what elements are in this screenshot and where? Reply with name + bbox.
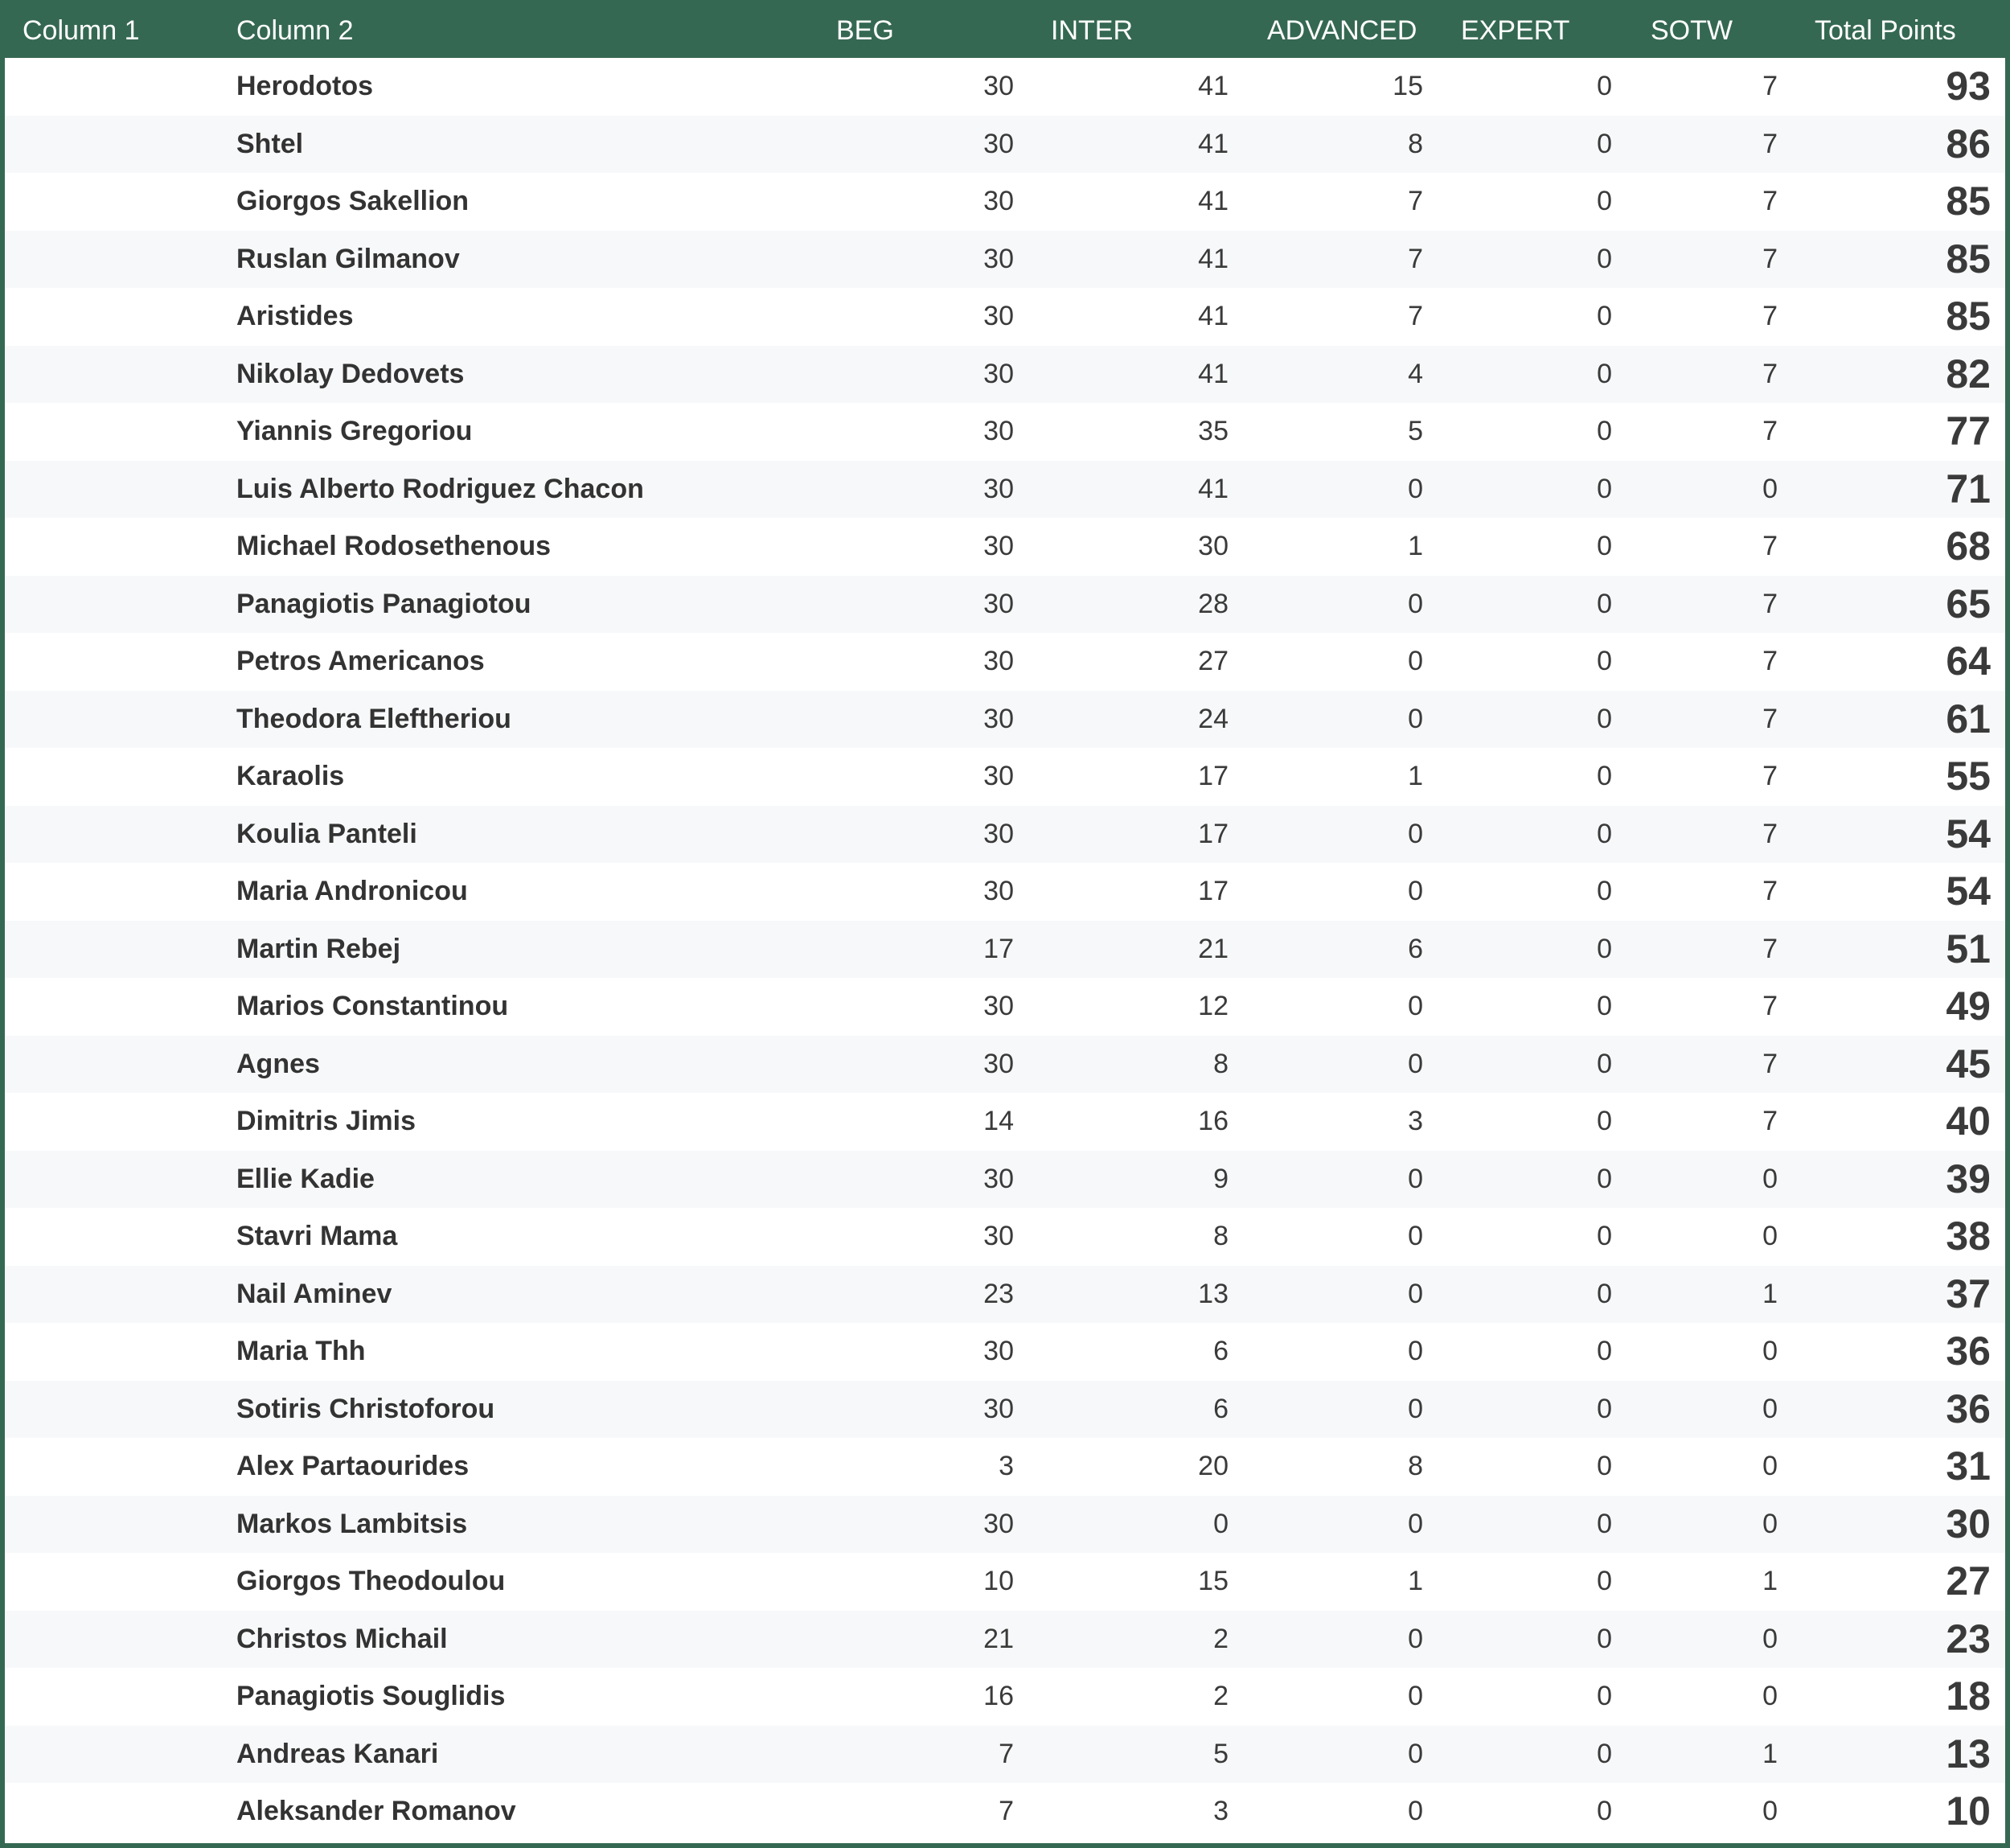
player-name[interactable]: Yiannis Gregoriou: [236, 416, 473, 446]
inter-value[interactable]: 9: [1213, 1163, 1229, 1194]
inter-value[interactable]: 5: [1213, 1738, 1229, 1769]
header-total-points[interactable]: Total Points: [1815, 15, 1956, 46]
advanced-value[interactable]: 3: [1408, 1106, 1423, 1136]
inter-value[interactable]: 8: [1213, 1048, 1229, 1079]
total-points-value[interactable]: 36: [1946, 1386, 1991, 1431]
sotw-value[interactable]: 1: [1762, 1278, 1778, 1309]
player-name[interactable]: Karaolis: [236, 761, 345, 791]
sotw-value[interactable]: 0: [1762, 1796, 1778, 1826]
advanced-value[interactable]: 8: [1408, 1451, 1423, 1481]
header-column-1[interactable]: Column 1: [23, 15, 140, 46]
inter-value[interactable]: 17: [1198, 818, 1229, 849]
sotw-value[interactable]: 7: [1762, 416, 1778, 446]
sotw-value[interactable]: 7: [1762, 1048, 1778, 1079]
inter-value[interactable]: 15: [1198, 1566, 1229, 1596]
total-points-value[interactable]: 10: [1946, 1788, 1991, 1834]
inter-value[interactable]: 20: [1198, 1451, 1229, 1481]
inter-value[interactable]: 27: [1198, 646, 1229, 676]
player-name[interactable]: Koulia Panteli: [236, 818, 417, 849]
inter-value[interactable]: 28: [1198, 588, 1229, 619]
total-points-value[interactable]: 61: [1946, 696, 1991, 741]
table-row[interactable]: [5, 1611, 2005, 1669]
beg-value[interactable]: 10: [983, 1566, 1014, 1596]
table-row[interactable]: [5, 806, 2005, 864]
table-row[interactable]: [5, 921, 2005, 979]
total-points-value[interactable]: 45: [1946, 1041, 1991, 1086]
beg-value[interactable]: 30: [983, 416, 1014, 446]
expert-value[interactable]: 0: [1597, 358, 1612, 389]
sotw-value[interactable]: 7: [1762, 703, 1778, 734]
player-name[interactable]: Markos Lambitsis: [236, 1508, 468, 1539]
player-name[interactable]: Aristides: [236, 301, 354, 331]
inter-value[interactable]: 41: [1198, 301, 1229, 331]
advanced-value[interactable]: 5: [1408, 416, 1423, 446]
table-row[interactable]: [5, 288, 2005, 346]
expert-value[interactable]: 0: [1597, 646, 1612, 676]
total-points-value[interactable]: 86: [1946, 121, 1991, 166]
table-row[interactable]: [5, 1036, 2005, 1094]
inter-value[interactable]: 41: [1198, 71, 1229, 101]
sotw-value[interactable]: 7: [1762, 646, 1778, 676]
advanced-value[interactable]: 0: [1408, 703, 1423, 734]
advanced-value[interactable]: 1: [1408, 1566, 1423, 1596]
inter-value[interactable]: 17: [1198, 876, 1229, 906]
beg-value[interactable]: 17: [983, 933, 1014, 964]
player-name[interactable]: Michael Rodosethenous: [236, 531, 552, 561]
header-column-2[interactable]: Column 2: [236, 15, 354, 46]
beg-value[interactable]: 3: [999, 1451, 1014, 1481]
table-row[interactable]: [5, 978, 2005, 1036]
advanced-value[interactable]: 7: [1408, 186, 1423, 216]
inter-value[interactable]: 8: [1213, 1221, 1229, 1251]
total-points-value[interactable]: 85: [1946, 179, 1991, 224]
expert-value[interactable]: 0: [1597, 301, 1612, 331]
table-row[interactable]: [5, 173, 2005, 231]
expert-value[interactable]: 0: [1597, 71, 1612, 101]
player-name[interactable]: Alex Partaourides: [236, 1451, 470, 1481]
table-row[interactable]: [5, 1093, 2005, 1151]
advanced-value[interactable]: 0: [1408, 473, 1423, 504]
total-points-value[interactable]: 85: [1946, 294, 1991, 339]
expert-value[interactable]: 0: [1597, 1508, 1612, 1539]
total-points-value[interactable]: 31: [1946, 1443, 1991, 1489]
beg-value[interactable]: 30: [983, 358, 1014, 389]
table-row[interactable]: [5, 231, 2005, 289]
player-name[interactable]: Giorgos Sakellion: [236, 186, 470, 216]
player-name[interactable]: Ellie Kadie: [236, 1163, 375, 1194]
total-points-value[interactable]: 54: [1946, 811, 1991, 856]
expert-value[interactable]: 0: [1597, 1623, 1612, 1654]
header-advanced[interactable]: ADVANCED: [1267, 15, 1417, 46]
expert-value[interactable]: 0: [1597, 933, 1612, 964]
player-name[interactable]: Aleksander Romanov: [236, 1796, 516, 1826]
advanced-value[interactable]: 0: [1408, 991, 1423, 1021]
total-points-value[interactable]: 23: [1946, 1616, 1991, 1661]
expert-value[interactable]: 0: [1597, 588, 1612, 619]
expert-value[interactable]: 0: [1597, 1796, 1612, 1826]
total-points-value[interactable]: 65: [1946, 581, 1991, 626]
advanced-value[interactable]: 0: [1408, 1163, 1423, 1194]
sotw-value[interactable]: 7: [1762, 358, 1778, 389]
sotw-value[interactable]: 0: [1762, 1163, 1778, 1194]
advanced-value[interactable]: 15: [1393, 71, 1423, 101]
advanced-value[interactable]: 0: [1408, 1221, 1423, 1251]
advanced-value[interactable]: 0: [1408, 818, 1423, 849]
inter-value[interactable]: 17: [1198, 761, 1229, 791]
total-points-value[interactable]: 85: [1946, 236, 1991, 281]
expert-value[interactable]: 0: [1597, 243, 1612, 274]
advanced-value[interactable]: 0: [1408, 876, 1423, 906]
beg-value[interactable]: 23: [983, 1278, 1014, 1309]
table-row[interactable]: [5, 1783, 2005, 1841]
inter-value[interactable]: 16: [1198, 1106, 1229, 1136]
inter-value[interactable]: 0: [1213, 1508, 1229, 1539]
beg-value[interactable]: 30: [983, 1508, 1014, 1539]
expert-value[interactable]: 0: [1597, 1681, 1612, 1711]
sotw-value[interactable]: 0: [1762, 473, 1778, 504]
player-name[interactable]: Maria Thh: [236, 1336, 366, 1366]
player-name[interactable]: Andreas Kanari: [236, 1738, 439, 1769]
expert-value[interactable]: 0: [1597, 1393, 1612, 1424]
sotw-value[interactable]: 7: [1762, 588, 1778, 619]
expert-value[interactable]: 0: [1597, 1048, 1612, 1079]
beg-value[interactable]: 30: [983, 646, 1014, 676]
beg-value[interactable]: 16: [983, 1681, 1014, 1711]
expert-value[interactable]: 0: [1597, 761, 1612, 791]
sotw-value[interactable]: 0: [1762, 1508, 1778, 1539]
total-points-value[interactable]: 51: [1946, 926, 1991, 971]
player-name[interactable]: Nail Aminev: [236, 1278, 392, 1309]
total-points-value[interactable]: 13: [1946, 1731, 1991, 1776]
sotw-value[interactable]: 7: [1762, 301, 1778, 331]
player-name[interactable]: Dimitris Jimis: [236, 1106, 416, 1136]
player-name[interactable]: Giorgos Theodoulou: [236, 1566, 506, 1596]
player-name[interactable]: Herodotos: [236, 71, 373, 101]
advanced-value[interactable]: 7: [1408, 301, 1423, 331]
inter-value[interactable]: 30: [1198, 531, 1229, 561]
table-row[interactable]: [5, 403, 2005, 461]
total-points-value[interactable]: 77: [1946, 409, 1991, 454]
advanced-value[interactable]: 0: [1408, 1738, 1423, 1769]
inter-value[interactable]: 6: [1213, 1336, 1229, 1366]
sotw-value[interactable]: 7: [1762, 243, 1778, 274]
expert-value[interactable]: 0: [1597, 128, 1612, 159]
expert-value[interactable]: 0: [1597, 1278, 1612, 1309]
expert-value[interactable]: 0: [1597, 991, 1612, 1021]
expert-value[interactable]: 0: [1597, 1163, 1612, 1194]
beg-value[interactable]: 30: [983, 243, 1014, 274]
inter-value[interactable]: 41: [1198, 358, 1229, 389]
total-points-value[interactable]: 27: [1946, 1558, 1991, 1604]
expert-value[interactable]: 0: [1597, 703, 1612, 734]
total-points-value[interactable]: 93: [1946, 64, 1991, 109]
table-row[interactable]: [5, 691, 2005, 749]
player-name[interactable]: Ruslan Gilmanov: [236, 243, 460, 274]
beg-value[interactable]: 7: [999, 1738, 1014, 1769]
player-name[interactable]: Panagiotis Panagiotou: [236, 588, 531, 619]
expert-value[interactable]: 0: [1597, 876, 1612, 906]
total-points-value[interactable]: 68: [1946, 524, 1991, 569]
beg-value[interactable]: 30: [983, 818, 1014, 849]
expert-value[interactable]: 0: [1597, 416, 1612, 446]
player-name[interactable]: Christos Michail: [236, 1623, 448, 1654]
header-sotw[interactable]: SOTW: [1651, 15, 1733, 46]
expert-value[interactable]: 0: [1597, 1738, 1612, 1769]
player-name[interactable]: Sotiris Christoforou: [236, 1393, 495, 1424]
advanced-value[interactable]: 0: [1408, 1278, 1423, 1309]
beg-value[interactable]: 7: [999, 1796, 1014, 1826]
sotw-value[interactable]: 7: [1762, 876, 1778, 906]
total-points-value[interactable]: 40: [1946, 1099, 1991, 1144]
sotw-value[interactable]: 7: [1762, 818, 1778, 849]
table-row[interactable]: [5, 518, 2005, 576]
table-row[interactable]: [5, 576, 2005, 634]
beg-value[interactable]: 30: [983, 1336, 1014, 1366]
beg-value[interactable]: 14: [983, 1106, 1014, 1136]
player-name[interactable]: Stavri Mama: [236, 1221, 398, 1251]
total-points-value[interactable]: 18: [1946, 1673, 1991, 1719]
beg-value[interactable]: 30: [983, 991, 1014, 1021]
advanced-value[interactable]: 0: [1408, 1796, 1423, 1826]
inter-value[interactable]: 21: [1198, 933, 1229, 964]
beg-value[interactable]: 30: [983, 301, 1014, 331]
header-expert[interactable]: EXPERT: [1461, 15, 1570, 46]
beg-value[interactable]: 21: [983, 1623, 1014, 1654]
sotw-value[interactable]: 7: [1762, 991, 1778, 1021]
expert-value[interactable]: 0: [1597, 186, 1612, 216]
total-points-value[interactable]: 36: [1946, 1329, 1991, 1374]
beg-value[interactable]: 30: [983, 71, 1014, 101]
inter-value[interactable]: 24: [1198, 703, 1229, 734]
table-row[interactable]: [5, 58, 2005, 116]
player-name[interactable]: Marios Constantinou: [236, 991, 509, 1021]
sotw-value[interactable]: 7: [1762, 186, 1778, 216]
expert-value[interactable]: 0: [1597, 818, 1612, 849]
sotw-value[interactable]: 0: [1762, 1393, 1778, 1424]
inter-value[interactable]: 2: [1213, 1681, 1229, 1711]
beg-value[interactable]: 30: [983, 473, 1014, 504]
sotw-value[interactable]: 7: [1762, 1106, 1778, 1136]
table-row[interactable]: [5, 1323, 2005, 1381]
sotw-value[interactable]: 7: [1762, 933, 1778, 964]
player-name[interactable]: Petros Americanos: [236, 646, 485, 676]
advanced-value[interactable]: 6: [1408, 933, 1423, 964]
total-points-value[interactable]: 82: [1946, 351, 1991, 396]
table-row[interactable]: [5, 1266, 2005, 1324]
expert-value[interactable]: 0: [1597, 1221, 1612, 1251]
total-points-value[interactable]: 55: [1946, 754, 1991, 799]
inter-value[interactable]: 41: [1198, 128, 1229, 159]
player-name[interactable]: Agnes: [236, 1048, 320, 1079]
sotw-value[interactable]: 7: [1762, 531, 1778, 561]
advanced-value[interactable]: 8: [1408, 128, 1423, 159]
advanced-value[interactable]: 0: [1408, 1508, 1423, 1539]
player-name[interactable]: Nikolay Dedovets: [236, 358, 465, 389]
player-name[interactable]: Theodora Eleftheriou: [236, 703, 511, 734]
advanced-value[interactable]: 4: [1408, 358, 1423, 389]
beg-value[interactable]: 30: [983, 531, 1014, 561]
inter-value[interactable]: 41: [1198, 473, 1229, 504]
table-row[interactable]: [5, 1208, 2005, 1266]
beg-value[interactable]: 30: [983, 876, 1014, 906]
expert-value[interactable]: 0: [1597, 1566, 1612, 1596]
table-row[interactable]: [5, 1438, 2005, 1496]
inter-value[interactable]: 41: [1198, 243, 1229, 274]
sotw-value[interactable]: 0: [1762, 1451, 1778, 1481]
sotw-value[interactable]: 0: [1762, 1336, 1778, 1366]
advanced-value[interactable]: 0: [1408, 1336, 1423, 1366]
total-points-value[interactable]: 54: [1946, 869, 1991, 914]
sotw-value[interactable]: 1: [1762, 1738, 1778, 1769]
total-points-value[interactable]: 64: [1946, 639, 1991, 684]
beg-value[interactable]: 30: [983, 186, 1014, 216]
expert-value[interactable]: 0: [1597, 531, 1612, 561]
total-points-value[interactable]: 49: [1946, 984, 1991, 1029]
table-row[interactable]: [5, 1496, 2005, 1554]
total-points-value[interactable]: 39: [1946, 1156, 1991, 1201]
player-name[interactable]: Shtel: [236, 128, 304, 159]
table-row[interactable]: [5, 1381, 2005, 1439]
player-name[interactable]: Panagiotis Souglidis: [236, 1681, 506, 1711]
expert-value[interactable]: 0: [1597, 1106, 1612, 1136]
table-row[interactable]: [5, 1668, 2005, 1726]
beg-value[interactable]: 30: [983, 128, 1014, 159]
advanced-value[interactable]: 7: [1408, 243, 1423, 274]
beg-value[interactable]: 30: [983, 588, 1014, 619]
beg-value[interactable]: 30: [983, 761, 1014, 791]
total-points-value[interactable]: 37: [1946, 1271, 1991, 1316]
table-row[interactable]: [5, 748, 2005, 806]
advanced-value[interactable]: 1: [1408, 761, 1423, 791]
beg-value[interactable]: 30: [983, 1163, 1014, 1194]
player-name[interactable]: Maria Andronicou: [236, 876, 468, 906]
sotw-value[interactable]: 0: [1762, 1681, 1778, 1711]
total-points-value[interactable]: 30: [1946, 1501, 1991, 1546]
expert-value[interactable]: 0: [1597, 1336, 1612, 1366]
advanced-value[interactable]: 0: [1408, 1623, 1423, 1654]
expert-value[interactable]: 0: [1597, 1451, 1612, 1481]
beg-value[interactable]: 30: [983, 1048, 1014, 1079]
sotw-value[interactable]: 0: [1762, 1623, 1778, 1654]
advanced-value[interactable]: 0: [1408, 646, 1423, 676]
table-row[interactable]: [5, 1726, 2005, 1784]
sotw-value[interactable]: 7: [1762, 128, 1778, 159]
sotw-value[interactable]: 1: [1762, 1566, 1778, 1596]
expert-value[interactable]: 0: [1597, 473, 1612, 504]
inter-value[interactable]: 13: [1198, 1278, 1229, 1309]
sotw-value[interactable]: 7: [1762, 71, 1778, 101]
beg-value[interactable]: 30: [983, 1393, 1014, 1424]
inter-value[interactable]: 12: [1198, 991, 1229, 1021]
total-points-value[interactable]: 71: [1946, 466, 1991, 511]
player-name[interactable]: Martin Rebej: [236, 933, 401, 964]
advanced-value[interactable]: 0: [1408, 1681, 1423, 1711]
table-header: [5, 0, 2005, 58]
sotw-value[interactable]: 0: [1762, 1221, 1778, 1251]
table-row[interactable]: [5, 1553, 2005, 1611]
inter-value[interactable]: 35: [1198, 416, 1229, 446]
table-row[interactable]: [5, 116, 2005, 174]
table-row[interactable]: [5, 461, 2005, 519]
inter-value[interactable]: 6: [1213, 1393, 1229, 1424]
advanced-value[interactable]: 1: [1408, 531, 1423, 561]
advanced-value[interactable]: 0: [1408, 1393, 1423, 1424]
table-row[interactable]: [5, 633, 2005, 691]
beg-value[interactable]: 30: [983, 1221, 1014, 1251]
beg-value[interactable]: 30: [983, 703, 1014, 734]
table-row[interactable]: [5, 1151, 2005, 1209]
advanced-value[interactable]: 0: [1408, 588, 1423, 619]
advanced-value[interactable]: 0: [1408, 1048, 1423, 1079]
sotw-value[interactable]: 7: [1762, 761, 1778, 791]
table-row[interactable]: [5, 863, 2005, 921]
header-beg[interactable]: BEG: [836, 15, 894, 46]
inter-value[interactable]: 3: [1213, 1796, 1229, 1826]
inter-value[interactable]: 41: [1198, 186, 1229, 216]
header-inter[interactable]: INTER: [1051, 15, 1133, 46]
table-row[interactable]: [5, 346, 2005, 404]
inter-value[interactable]: 2: [1213, 1623, 1229, 1654]
total-points-value[interactable]: 38: [1946, 1214, 1991, 1259]
player-name[interactable]: Luis Alberto Rodriguez Chacon: [236, 473, 644, 504]
